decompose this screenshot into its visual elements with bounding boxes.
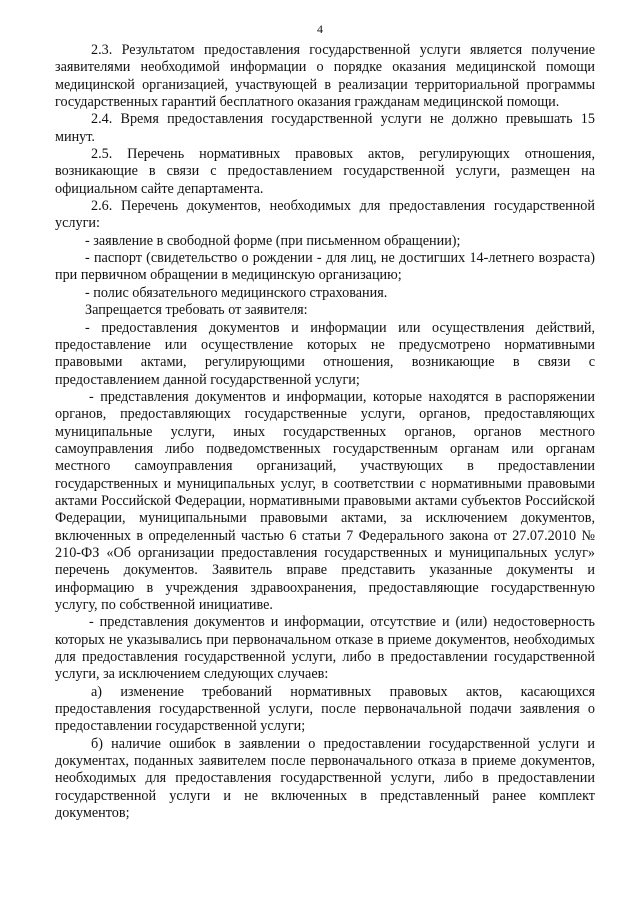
prohibition-item: - предоставления документов и информации или осуществления действий, предоставление или осуществление которых не предусмотрено нормативными правовыми актами, регулирующими отношения, возникающие в связи с предоставлением данной государственной услуги; <box>55 319 595 388</box>
prohibition-heading: Запрещается требовать от заявителя: <box>85 302 308 319</box>
page-number: 4 <box>317 22 323 36</box>
document-list-item: - паспорт (свидетельство о рождении - для лиц, не достигших 14-летнего возраста) при первичном обращении в медицинскую организацию; <box>55 250 595 284</box>
paragraph-2-5: 2.5. Перечень нормативных правовых актов, регулирующих отношения, возникающие в связи с предоставлением государственной услуги, размещен на официальном сайте департамента. <box>55 146 595 197</box>
prohibition-item: - представления документов и информации, отсутствие и (или) недостоверность которых не указывались при первоначальном отказе в приеме документов, необходимых для предоставления государственной услуги, либо в предоставлении государственной услуги, за исключением следующих случаев: <box>55 614 595 683</box>
paragraph-2-6: 2.6. Перечень документов, необходимых для предоставления государственной услуги: <box>55 198 595 232</box>
paragraph-2-4: 2.4. Время предоставления государственной услуги не должно превышать 15 минут. <box>55 111 595 145</box>
prohibition-item: - представления документов и информации, которые находятся в распоряжении органов, предоставляющих государственные услуги, органов, предоставляющих муниципальные услуги, иных государственных органов, органов местного самоуправления либо подведомственных государственным органам или органам местного самоуправления организаций, участвующих в предоставлении государственных и муниципальных услуг, в соответствии с нормативными правовыми актами Российской Федерации, нормативными правовыми актами субъектов Российской Федерации, муниципальными правовыми актами, за исключением документов, включенных в определенный частью 6 статьи 7 Федерального закона от 27.07.2010 № 210-ФЗ «Об организации предоставления государственных и муниципальных услуг» перечень документов. Заявитель вправе представить указанные документы и информацию в учреждения здравоохранения, предоставляющие государственную услугу, по собственной инициативе. <box>55 388 595 613</box>
document-list-item: - полис обязательного медицинского страхования. <box>85 284 388 301</box>
paragraph-2-3: 2.3. Результатом предоставления государственной услуги является получение заявителями необходимой информации о порядке оказания медицинской помощи медицинской организацией, участвующей в реализации территориальной программы государственных гарантий бесплатного оказания гражданам медицинской помощи. <box>55 42 595 111</box>
document-list-item: - заявление в свободной форме (при письменном обращении); <box>85 232 461 249</box>
document-body <box>55 42 595 822</box>
exception-case-b: б) наличие ошибок в заявлении о предоставлении государственной услуги и документах, поданных заявителем после первоначального отказа в приеме документов, необходимых для предоставления государственной услуги, либо в предоставлении государственной услуги и не включенных в представленный ранее комплект документов; <box>55 735 595 822</box>
exception-case-a: а) изменение требований нормативных правовых актов, касающихся предоставления государственной услуги, после первоначальной подачи заявления о предоставлении государственной услуги; <box>55 683 595 735</box>
